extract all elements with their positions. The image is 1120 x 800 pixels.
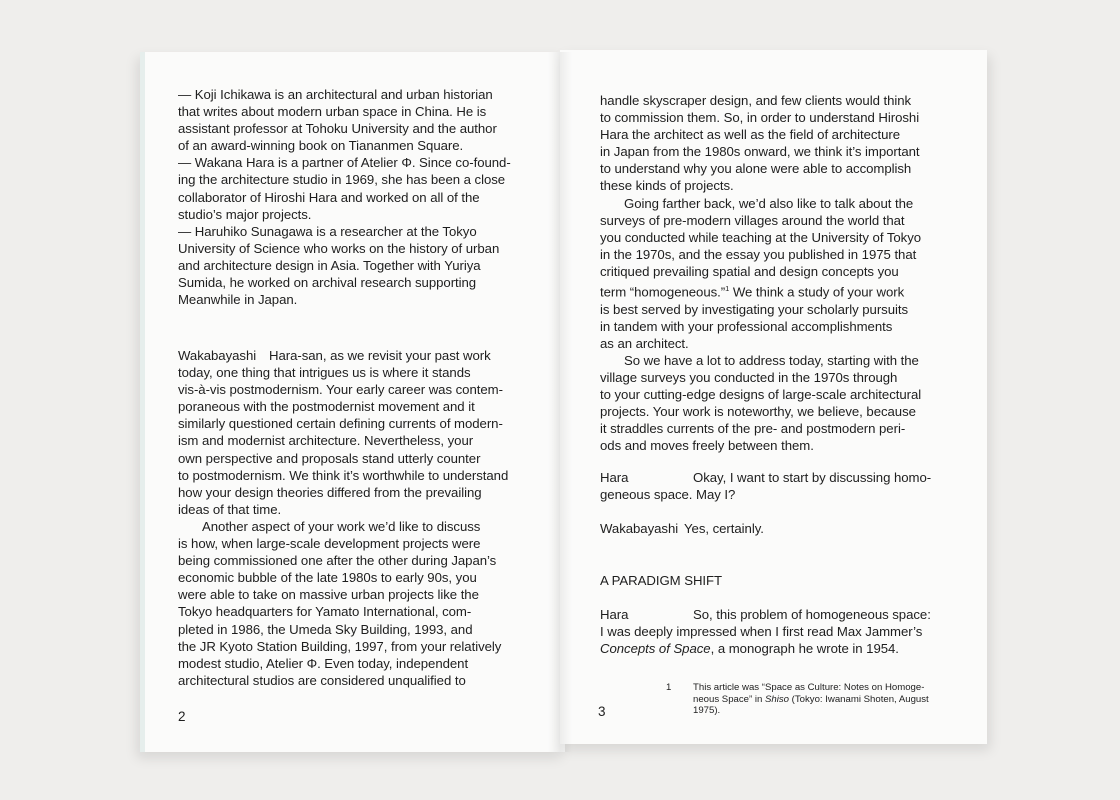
journal-title: Shiso [765, 693, 789, 705]
text-line: ing the architecture studio in 1969, she has been a close [178, 172, 506, 188]
book-gutter [548, 52, 572, 752]
text-line: — Haruhiko Sunagawa is a researcher at the Tokyo [178, 223, 477, 239]
text-line: architectural studios are considered unqualified to [178, 672, 466, 688]
footnote-text-part: (Tokyo: Iwanami Shoten, August [789, 693, 929, 705]
footnote-line [693, 694, 929, 706]
speaker-name: Wakabayashi [600, 521, 679, 536]
text-line: it straddles currents of the pre- and postmodern peri- [600, 421, 906, 437]
text-line: geneous space. May I? [600, 487, 736, 503]
text-line: these kinds of projects. [600, 178, 734, 194]
text-line: vis-à-vis postmodernism. Your early career was contem- [178, 382, 503, 398]
text-line: ods and moves freely between them. [600, 438, 814, 454]
page-number-left: 2 [178, 709, 186, 724]
footnote-line: 1975). [693, 705, 721, 717]
text-line: of an award-winning book on Tiananmen Square. [178, 138, 464, 154]
bio-koji-ichikawa [178, 86, 538, 154]
text-line [178, 347, 538, 364]
text-line: economic bubble of the late 1980s to early 90s, you [178, 570, 477, 586]
dialogue-continuation [600, 92, 962, 454]
text-line: in tandem with your professional accomplishments [600, 318, 893, 334]
speaker-name: Wakabayashi [178, 348, 257, 363]
text-line: Another aspect of your work we’d like to discuss [202, 518, 481, 534]
text-line: to understand why you alone were able to accomplish [600, 161, 912, 177]
text-line: critiqued prevailing spatial and design concepts you [600, 263, 899, 279]
text-line: So we have a lot to address today, starting with the [624, 352, 919, 368]
speaker-name: Hara [600, 607, 629, 622]
text-line: to your cutting-edge designs of large-scale architectural [600, 386, 922, 402]
text-continuation: , a monograph he wrote in 1954. [710, 641, 899, 657]
text-line: Hara the architect as well as the field of architecture [600, 127, 900, 143]
text-line: — Wakana Hara is a partner of Atelier Φ. Since co-found- [178, 155, 511, 171]
page-number-right: 3 [598, 704, 606, 719]
footnote-text [693, 682, 929, 717]
text-line: is how, when large-scale development projects were [178, 536, 481, 552]
text-line: village surveys you conducted in the 1970s through [600, 369, 898, 385]
dialogue-text: So, this problem of homogeneous space: [693, 607, 931, 622]
text-line: in the 1970s, and the essay you published in 1975 that [600, 246, 917, 262]
dialogue-text: Yes, certainly. [684, 521, 764, 536]
text-line: I was deeply impressed when I first read Max Jammer’s [600, 624, 923, 640]
footnote-text-part: neous Space” in [693, 693, 765, 705]
dialogue-text: Okay, I want to start by discussing homo- [693, 470, 932, 485]
text-continuation: We think a study of your work [729, 284, 905, 300]
text-line: how your design theories differed from the prevailing [178, 484, 482, 500]
text-line: today, one thing that intrigues us is where it stands [178, 365, 471, 381]
text-line: handle skyscraper design, and few clients would think [600, 93, 912, 108]
text-line: Tokyo headquarters for Yamato International, com- [178, 604, 472, 620]
text-line: pleted in 1986, the Umeda Sky Building, 1993, and [178, 621, 473, 637]
text-line [600, 469, 962, 486]
text-line [600, 640, 962, 657]
dialogue-wakabayashi-1 [178, 347, 538, 689]
text-line: own perspective and proposals stand utterly counter [178, 450, 481, 466]
text-line: were able to take on massive urban projects like the [178, 587, 479, 603]
text-line: as an architect. [600, 335, 689, 351]
contributor-bios [178, 86, 538, 308]
text-line: collaborator of Hiroshi Hara and worked on all of the [178, 189, 480, 205]
text-line: — Koji Ichikawa is an architectural and urban historian [178, 87, 493, 102]
text-line: ism and modernist architecture. Nevertheless, your [178, 433, 474, 449]
text-line: projects. Your work is noteworthy, we believe, because [600, 404, 916, 420]
text-line: that writes about modern urban space in China. He is [178, 104, 487, 120]
text-line: to commission them. So, in order to understand Hiroshi [600, 110, 920, 126]
book-title: Concepts of Space [600, 641, 711, 657]
footnote-number: 1 [666, 682, 672, 693]
text-line: to postmodernism. We think it’s worthwhile to understand [178, 467, 509, 483]
text-line: ideas of that time. [178, 501, 282, 517]
text-line: studio’s major projects. [178, 206, 312, 222]
dialogue-hara-2 [600, 606, 962, 657]
text-line: Meanwhile in Japan. [178, 292, 298, 308]
dialogue-hara-1 [600, 469, 962, 503]
footnote-line: This article was “Space as Culture: Notes on Homoge- [693, 682, 925, 693]
term-text: term “homogeneous.” [600, 284, 726, 300]
text-line: Sumida, he worked on archival research supporting [178, 275, 477, 291]
speaker-name: Hara [600, 470, 629, 485]
text-line: surveys of pre-modern villages around the world that [600, 212, 905, 228]
bio-haruhiko-sunagawa [178, 223, 538, 308]
dialogue-wakabayashi-2 [600, 520, 962, 537]
text-line: similarly questioned certain defining currents of modern- [178, 416, 503, 432]
text-line: is best served by investigating your scholarly pursuits [600, 301, 909, 317]
text-line [600, 280, 962, 300]
text-line [600, 520, 962, 537]
text-line: modest studio, Atelier Φ. Even today, independent [178, 655, 469, 671]
dialogue-text: Hara-san, as we revisit your past work [269, 348, 491, 363]
text-line [600, 606, 962, 623]
text-line: poraneous with the postmodernist movement and it [178, 399, 475, 415]
text-line: Going farther back, we’d also like to talk about the [624, 195, 914, 211]
bio-wakana-hara [178, 154, 538, 222]
text-line: the JR Kyoto Station Building, 1997, from your relatively [178, 638, 502, 654]
text-line: assistant professor at Tohoku University and the author [178, 121, 497, 137]
text-line: you conducted while teaching at the University of Tokyo [600, 229, 922, 245]
text-line: and architecture design in Asia. Together with Yuriya [178, 257, 481, 273]
text-line: University of Science who works on the history of urban [178, 240, 500, 256]
text-line: being commissioned one after the other during Japan’s [178, 553, 497, 569]
section-heading: A PARADIGM SHIFT [600, 573, 723, 588]
text-line: in Japan from the 1980s onward, we think it’s important [600, 144, 920, 160]
footnote-reference: 1 [725, 284, 730, 294]
